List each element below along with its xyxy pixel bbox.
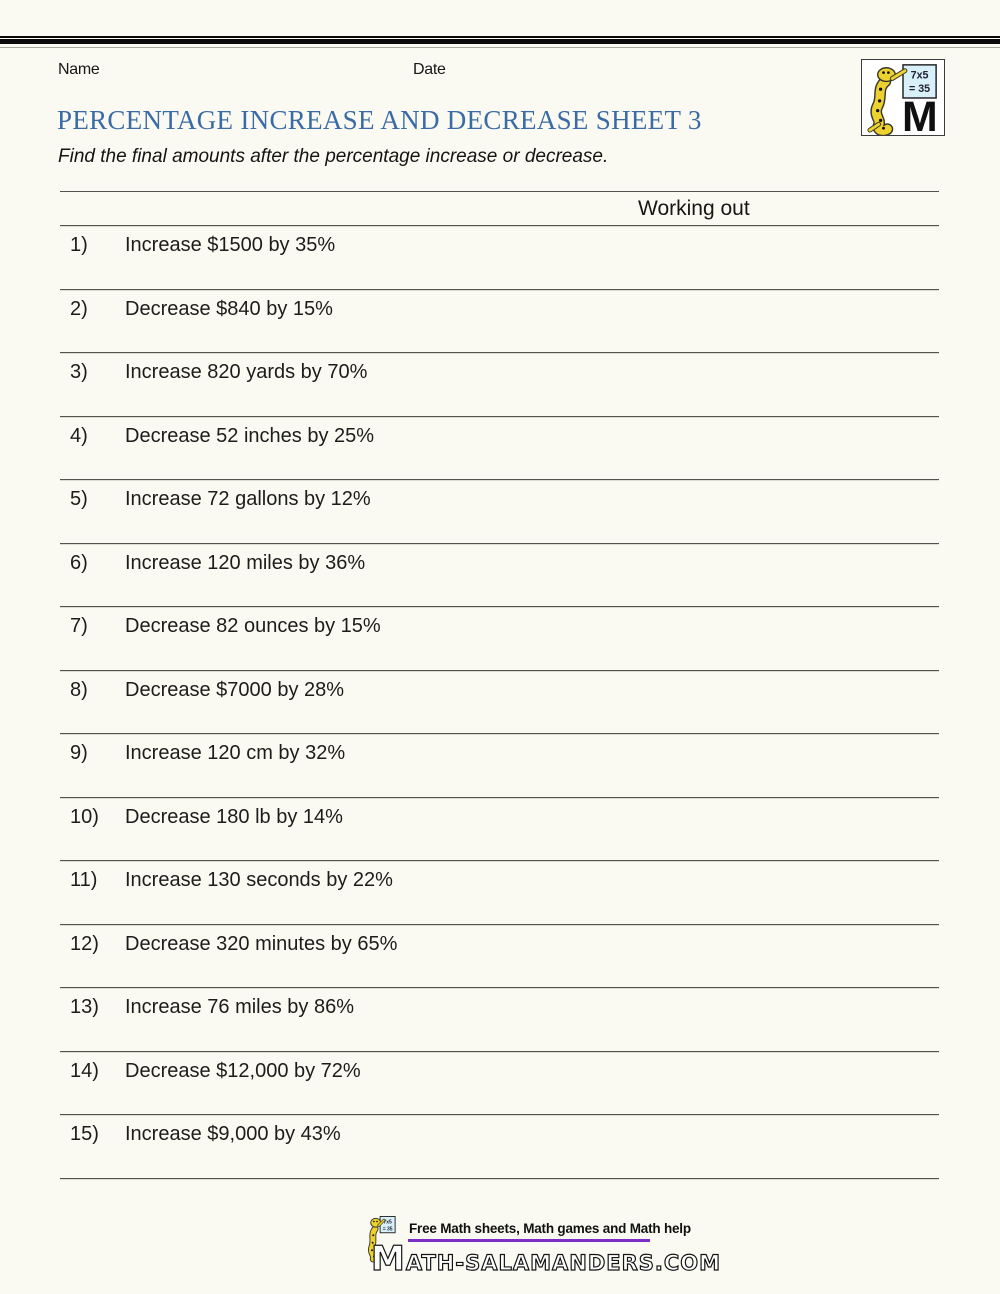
top-rule-thin [0,36,1000,38]
name-label: Name [58,61,100,78]
problem-number: 4) [70,424,88,447]
logo-sign-line2: = 35 [908,83,931,96]
problem-text: Increase 820 yards by 70% [125,361,368,383]
problems-table [60,191,939,1179]
problem-text: Increase 120 cm by 32% [125,742,346,764]
working-out-header: Working out [638,197,750,220]
footer-branding [353,1212,722,1284]
footer-site-name: MATH-SALAMANDERS.COM [371,1239,722,1279]
problem-number: 15) [70,1123,99,1145]
problem-number: 11) [70,869,98,891]
problem-text: Increase 130 seconds by 22% [125,869,393,891]
problem-number: 13) [70,996,99,1018]
problem-number: 2) [70,297,88,320]
table-row [60,607,939,671]
problem-number: 5) [70,488,88,510]
problem-number: 8) [70,678,88,701]
problem-text: Decrease $7000 by 28% [125,678,345,701]
table-row [60,544,939,608]
date-label: Date [413,61,446,78]
table-row [60,988,939,1052]
table-row [60,1115,939,1179]
problem-text: Decrease 82 ounces by 15% [125,615,381,637]
problem-text: Increase $1500 by 35% [125,234,336,256]
table-row [60,353,939,417]
table-row [60,290,939,354]
footer-sign-line2: = 35 [382,1226,393,1233]
problem-text: Decrease 180 lb by 14% [125,805,343,828]
table-row [60,671,939,735]
footer-tagline: Free Math sheets, Math games and Math help [409,1221,691,1236]
table-row [60,1052,939,1116]
problem-number: 14) [70,1059,99,1082]
instructions: Find the final amounts after the percentage increase or decrease. [58,146,609,167]
problem-number: 3) [70,361,88,383]
logo-monogram: M [902,93,938,135]
problem-text: Increase 76 miles by 86% [125,996,355,1018]
problem-text: Decrease 320 minutes by 65% [125,932,398,955]
problem-number: 6) [70,551,88,574]
salamander-icon [870,68,905,131]
problem-text: Decrease $840 by 15% [125,297,333,320]
problem-number: 12) [70,932,99,955]
table-row [60,417,939,481]
problem-text: Increase $9,000 by 43% [125,1123,341,1145]
top-rule-thick [0,39,1000,44]
page-title: PERCENTAGE INCREASE AND DECREASE SHEET 3 [57,105,702,135]
problem-text: Decrease $12,000 by 72% [125,1059,361,1082]
top-rule-shadow [0,47,1000,48]
math-salamanders-logo-icon [862,60,944,135]
problem-text: Increase 120 miles by 36% [125,551,366,574]
table-row [60,480,939,544]
problem-number: 10) [70,805,99,828]
table-row [60,226,939,290]
problem-text: Decrease 52 inches by 25% [125,424,375,447]
table-row [60,925,939,989]
table-header-row [60,192,939,226]
problem-text: Increase 72 gallons by 12% [125,488,371,510]
math-salamanders-logo [861,59,945,136]
problem-number: 7) [70,615,88,637]
table-row [60,734,939,798]
problem-number: 9) [70,742,88,764]
table-row [60,798,939,862]
footer-sign-line1: 7x5 [383,1219,392,1226]
logo-sign-line1: 7x5 [910,69,929,82]
table-row [60,861,939,925]
problem-number: 1) [70,234,88,256]
